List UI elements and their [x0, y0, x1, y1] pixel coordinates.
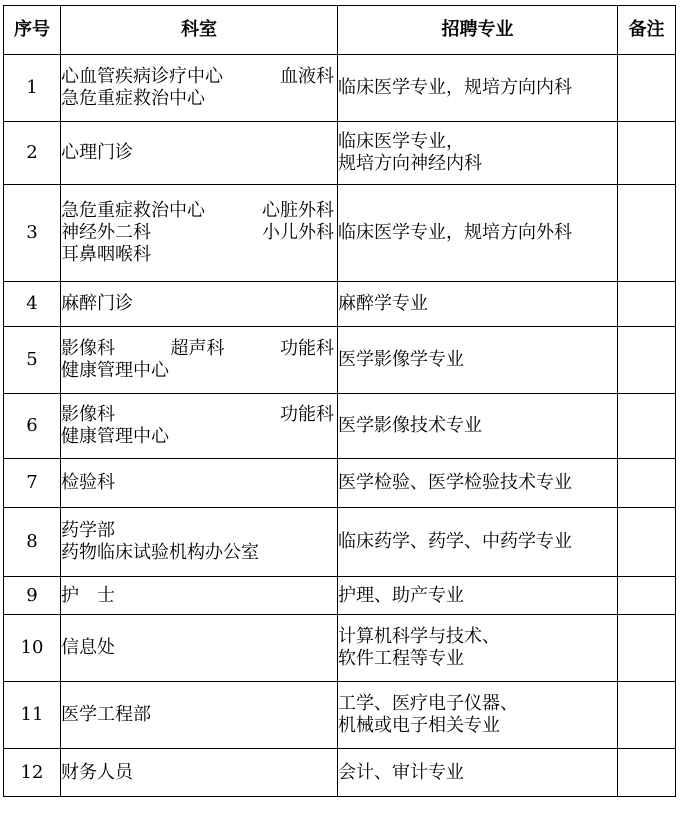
department-line	[61, 142, 337, 164]
note-cell	[618, 327, 676, 394]
major-cell	[338, 55, 618, 122]
department-line	[61, 360, 337, 382]
table-row	[4, 55, 676, 122]
major-line: 医学检验、医学检验技术专业	[338, 472, 572, 493]
note-cell	[618, 577, 676, 615]
department-cell	[61, 749, 338, 797]
department-cell	[61, 185, 338, 282]
department-name: 神经外二科	[61, 222, 151, 243]
header-note: 备注	[618, 6, 676, 55]
department-line	[61, 704, 337, 726]
major-cell	[338, 185, 618, 282]
table-body	[4, 55, 676, 797]
department-cell	[61, 508, 338, 577]
department-name: 健康管理中心	[61, 360, 169, 381]
major-cell	[338, 508, 618, 577]
major-cell	[338, 282, 618, 327]
major-cell	[338, 122, 618, 185]
department-name: 影像科	[61, 338, 115, 359]
row-number: 11	[4, 682, 61, 749]
department-line	[61, 585, 337, 607]
row-number: 8	[4, 508, 61, 577]
major-cell	[338, 459, 618, 508]
header-major: 招聘专业	[338, 6, 618, 55]
department-line	[61, 66, 337, 88]
row-number: 12	[4, 749, 61, 797]
table-row	[4, 282, 676, 327]
major-line: 会计、审计专业	[338, 761, 464, 783]
major-line: 临床医学专业，规培方向内科	[338, 77, 572, 98]
major-line: 机械或电子相关专业	[338, 715, 500, 736]
department-line	[61, 222, 337, 244]
table-row	[4, 615, 676, 682]
header-dept: 科室	[61, 6, 338, 55]
department-name: 超声科	[170, 338, 225, 359]
table-row	[4, 682, 676, 749]
department-name: 心脏外科	[262, 200, 334, 221]
department-cell	[61, 682, 338, 749]
header-row	[4, 6, 676, 55]
major-line: 麻醉学专业	[338, 293, 428, 314]
department-cell	[61, 459, 338, 508]
department-cell	[61, 282, 338, 327]
department-name: 急危重症救治中心	[61, 200, 205, 221]
department-line	[61, 472, 337, 494]
note-cell	[618, 55, 676, 122]
major-cell	[338, 615, 618, 682]
major-cell	[338, 682, 618, 749]
major-line: 规培方向神经内科	[338, 153, 482, 174]
major-line: 计算机科学与技术、	[338, 626, 500, 647]
row-number: 6	[4, 394, 61, 459]
recruitment-table	[3, 5, 676, 797]
note-cell	[618, 682, 676, 749]
department-name: 健康管理中心	[61, 426, 169, 447]
table-row	[4, 327, 676, 394]
department-name: 医学工程部	[61, 704, 151, 725]
department-name: 功能科	[280, 338, 334, 359]
major-line: 临床医学专业，规培方向外科	[338, 222, 572, 243]
department-cell	[61, 577, 338, 615]
major-line: 工学、医疗电子仪器、	[338, 693, 518, 714]
department-cell	[61, 122, 338, 185]
department-name: 护 士	[61, 584, 115, 606]
department-line	[61, 520, 337, 542]
note-cell	[618, 282, 676, 327]
department-cell	[61, 55, 338, 122]
row-number: 3	[4, 185, 61, 282]
table-row	[4, 459, 676, 508]
note-cell	[618, 122, 676, 185]
table-row	[4, 122, 676, 185]
row-number: 2	[4, 122, 61, 185]
department-name: 检验科	[61, 472, 115, 493]
row-number: 7	[4, 459, 61, 508]
row-number: 9	[4, 577, 61, 615]
major-line: 医学影像技术专业	[338, 415, 482, 436]
major-line: 软件工程等专业	[338, 648, 464, 669]
department-name: 药物临床试验机构办公室	[61, 542, 259, 563]
department-line	[61, 200, 337, 222]
major-line: 医学影像学专业	[338, 349, 464, 370]
major-cell	[338, 394, 618, 459]
department-line	[61, 426, 337, 448]
department-name: 信息处	[61, 637, 115, 658]
department-line	[61, 542, 337, 564]
major-line: 护理、助产专业	[338, 584, 464, 606]
department-name: 财务人员	[61, 761, 133, 783]
note-cell	[618, 615, 676, 682]
row-number: 4	[4, 282, 61, 327]
row-number: 5	[4, 327, 61, 394]
department-name: 急危重症救治中心	[61, 88, 205, 109]
header-no: 序号	[4, 6, 61, 55]
department-name: 心血管疾病诊疗中心	[61, 66, 223, 87]
major-cell	[338, 577, 618, 615]
department-cell	[61, 394, 338, 459]
table-row	[4, 394, 676, 459]
department-line	[61, 404, 337, 426]
department-line	[61, 293, 337, 315]
department-cell	[61, 615, 338, 682]
row-number: 1	[4, 55, 61, 122]
department-cell	[61, 327, 338, 394]
department-name: 功能科	[280, 404, 334, 425]
department-line	[61, 338, 337, 360]
table-row	[4, 508, 676, 577]
department-name: 影像科	[61, 404, 115, 425]
note-cell	[618, 459, 676, 508]
note-cell	[618, 508, 676, 577]
department-name: 药学部	[61, 520, 115, 541]
table-row	[4, 185, 676, 282]
department-name: 血液科	[280, 66, 334, 87]
major-line: 临床药学、药学、中药学专业	[338, 531, 572, 552]
department-line	[61, 637, 337, 659]
major-cell	[338, 327, 618, 394]
department-name: 心理门诊	[61, 142, 133, 163]
major-cell	[338, 749, 618, 797]
major-line: 临床医学专业，	[338, 131, 464, 152]
note-cell	[618, 185, 676, 282]
table-row	[4, 577, 676, 615]
department-line	[61, 244, 337, 266]
note-cell	[618, 394, 676, 459]
department-line	[61, 88, 337, 110]
department-name: 耳鼻咽喉科	[61, 244, 151, 265]
row-number: 10	[4, 615, 61, 682]
note-cell	[618, 749, 676, 797]
department-name: 麻醉门诊	[61, 293, 133, 314]
department-line	[61, 762, 337, 784]
department-name: 小儿外科	[262, 222, 334, 243]
table-row	[4, 749, 676, 797]
